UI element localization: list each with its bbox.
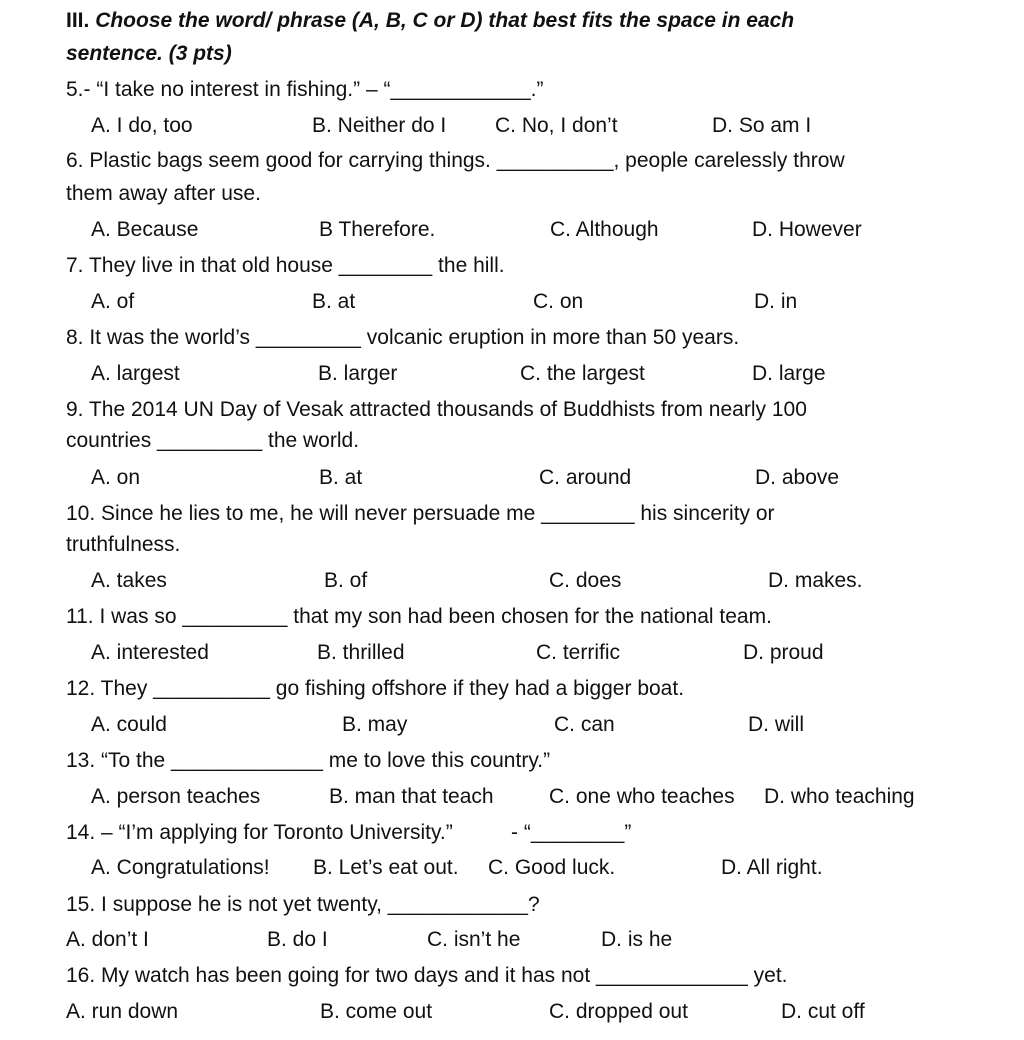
question-14-option-b[interactable]: B. Let’s eat out.	[313, 856, 459, 879]
question-16-option-c[interactable]: C. dropped out	[549, 1000, 688, 1023]
question-12-option-a[interactable]: A. could	[91, 713, 167, 736]
question-11-option-d[interactable]: D. proud	[743, 641, 824, 664]
question-7-stem: 7. They live in that old house ________ the hill.	[66, 254, 505, 277]
question-15-option-d[interactable]: D. is he	[601, 928, 673, 951]
question-8-option-d[interactable]: D. large	[752, 362, 826, 385]
question-16-option-b[interactable]: B. come out	[320, 1000, 433, 1023]
question-9-option-c[interactable]: C. around	[539, 466, 632, 489]
question-15-stem: 15. I suppose he is not yet twenty, ____________?	[66, 893, 540, 916]
question-9-stem-line1: 9. The 2014 UN Day of Vesak attracted thousands of Buddhists from nearly 100	[66, 398, 807, 421]
question-10-stem-line2: truthfulness.	[66, 533, 181, 556]
question-11-option-b[interactable]: B. thrilled	[317, 641, 405, 664]
question-5-option-a[interactable]: A. I do, too	[91, 114, 193, 137]
question-9-stem-line2: countries _________ the world.	[66, 429, 360, 452]
question-8-stem: 8. It was the world’s _________ volcanic eruption in more than 50 years.	[66, 326, 740, 349]
question-10-option-b[interactable]: B. of	[324, 569, 368, 592]
question-6-option-b[interactable]: B Therefore.	[319, 218, 436, 241]
section-title-line2: sentence. (3 pts)	[66, 42, 232, 65]
question-15-option-b[interactable]: B. do I	[267, 928, 328, 951]
question-11-stem: 11. I was so _________ that my son had been chosen for the national team.	[66, 605, 772, 628]
question-8-option-b[interactable]: B. larger	[318, 362, 398, 385]
question-13-option-c[interactable]: C. one who teaches	[549, 785, 735, 808]
question-6-stem-line1: 6. Plastic bags seem good for carrying things. __________, people carelessly throw	[66, 149, 845, 172]
question-10-option-d[interactable]: D. makes.	[768, 569, 863, 592]
question-6-option-c[interactable]: C. Although	[550, 218, 659, 241]
question-5-stem: 5.- “I take no interest in fishing.” – “____________.”	[66, 78, 544, 101]
question-7-option-a[interactable]: A. of	[91, 290, 135, 313]
question-8-option-c[interactable]: C. the largest	[520, 362, 645, 385]
question-16-option-a[interactable]: A. run down	[66, 1000, 179, 1023]
question-7-option-d[interactable]: D. in	[754, 290, 798, 313]
question-7-option-c[interactable]: C. on	[533, 290, 584, 313]
question-13-option-d[interactable]: D. who teaching	[764, 785, 915, 808]
question-9-option-a[interactable]: A. on	[91, 466, 141, 489]
question-13-option-b[interactable]: B. man that teach	[329, 785, 494, 808]
question-12-option-d[interactable]: D. will	[748, 713, 804, 736]
question-11-option-c[interactable]: C. terrific	[536, 641, 620, 664]
question-7-option-b[interactable]: B. at	[312, 290, 356, 313]
question-12-option-c[interactable]: C. can	[554, 713, 615, 736]
question-16-stem: 16. My watch has been going for two days and it has not _____________ yet.	[66, 964, 788, 987]
question-9-option-d[interactable]: D. above	[755, 466, 840, 489]
question-14-stem: 14. – “I’m applying for Toronto University.” - “________”	[66, 821, 632, 844]
question-10-stem-line1: 10. Since he lies to me, he will never persuade me ________ his sincerity or	[66, 502, 775, 525]
question-16-option-d[interactable]: D. cut off	[781, 1000, 865, 1023]
question-5-option-b[interactable]: B. Neither do I	[312, 114, 447, 137]
question-15-option-a[interactable]: A. don’t I	[66, 928, 149, 951]
question-9-option-b[interactable]: B. at	[319, 466, 363, 489]
question-8-option-a[interactable]: A. largest	[91, 362, 180, 385]
section-heading	[66, 8, 794, 34]
question-10-option-a[interactable]: A. takes	[91, 569, 167, 592]
question-6-option-a[interactable]: A. Because	[91, 218, 199, 241]
question-13-stem: 13. “To the _____________ me to love this country.”	[66, 749, 551, 772]
question-14-option-a[interactable]: A. Congratulations!	[91, 856, 270, 879]
question-11-option-a[interactable]: A. interested	[91, 641, 209, 664]
question-10-option-c[interactable]: C. does	[549, 569, 622, 592]
question-12-stem: 12. They __________ go fishing offshore if they had a bigger boat.	[66, 677, 685, 700]
question-5-option-c[interactable]: C. No, I don’t	[495, 114, 618, 137]
question-13-option-a[interactable]: A. person teaches	[91, 785, 261, 808]
section-title-line1: Choose the word/ phrase (A, B, C or D) that best fits the space in each	[95, 9, 795, 32]
question-5-option-d[interactable]: D. So am I	[712, 114, 812, 137]
question-14-option-c[interactable]: C. Good luck.	[488, 856, 616, 879]
question-15-option-c[interactable]: C. isn’t he	[427, 928, 521, 951]
question-6-stem-line2: them away after use.	[66, 182, 261, 205]
question-6-option-d[interactable]: D. However	[752, 218, 862, 241]
question-12-option-b[interactable]: B. may	[342, 713, 408, 736]
question-14-option-d[interactable]: D. All right.	[721, 856, 823, 879]
section-number: III.	[66, 9, 90, 32]
